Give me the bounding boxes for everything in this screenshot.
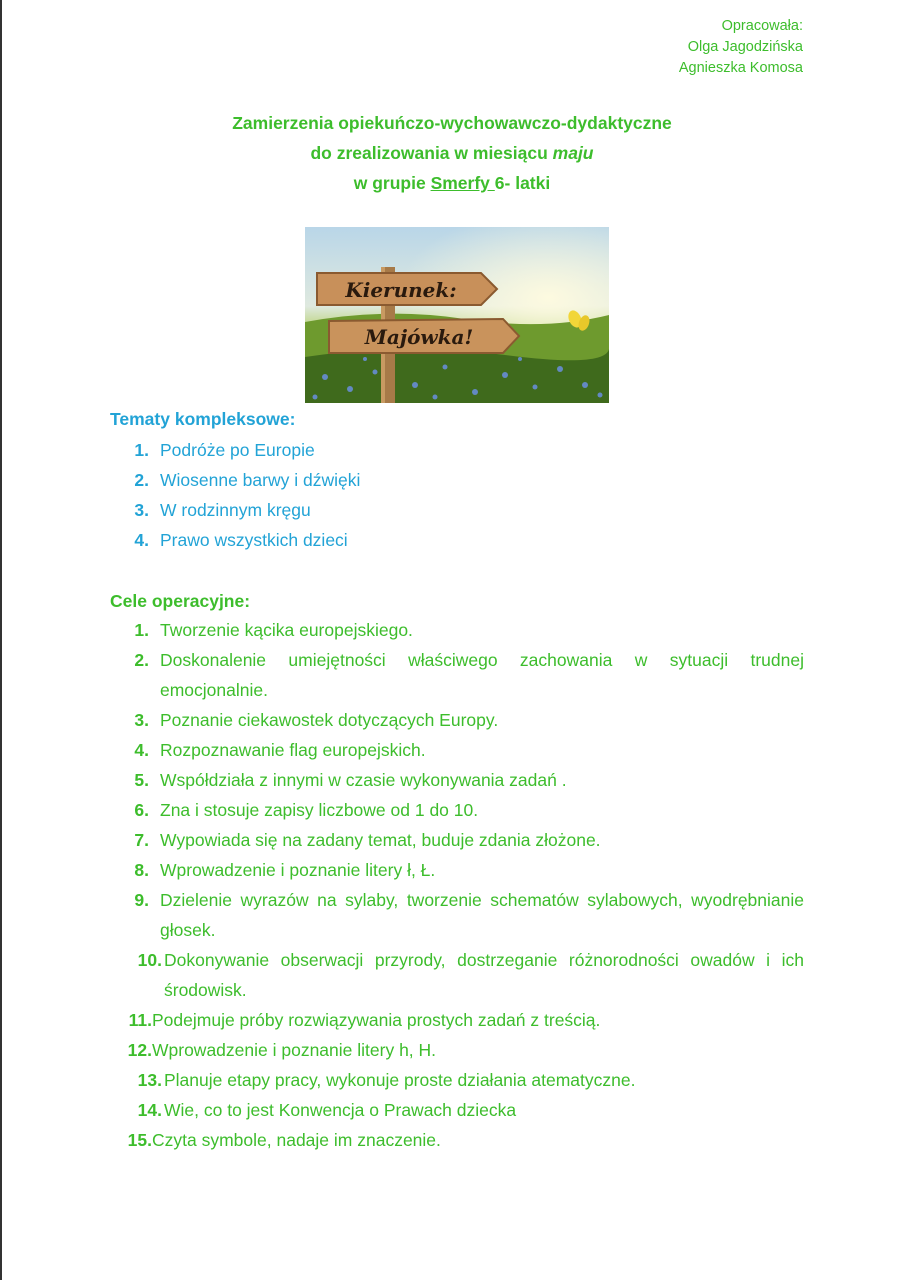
list-item <box>110 465 804 495</box>
list-item <box>110 825 804 855</box>
topics-heading: Tematy kompleksowe: <box>110 409 296 429</box>
list-item <box>110 1065 804 1095</box>
list-item <box>110 1095 804 1125</box>
list-number: 10. <box>137 950 162 970</box>
list-number: 3. <box>134 500 149 520</box>
list-item <box>110 885 804 945</box>
list-item <box>110 855 804 885</box>
authors-label: Opracowała: <box>721 18 803 34</box>
list-item <box>110 765 804 795</box>
title-line <box>0 168 904 198</box>
document-title <box>0 108 904 198</box>
authors-block <box>679 16 803 79</box>
list-number: 2. <box>134 650 149 670</box>
list-item <box>110 1035 804 1065</box>
goals-heading: Cele operacyjne: <box>110 591 251 611</box>
title-text: 6- latki <box>494 173 551 193</box>
list-item <box>110 705 804 735</box>
sign-text: Kierunek: <box>345 278 457 302</box>
goals-list <box>110 615 804 1155</box>
list-item <box>110 1005 804 1035</box>
list-text: Tworzenie kącika europejskiego. <box>160 620 413 640</box>
list-text: Rozpoznawanie flag europejskich. <box>160 740 426 760</box>
list-item <box>110 735 804 765</box>
author-name: Agnieszka Komosa <box>678 60 803 76</box>
list-number: 1. <box>134 440 149 460</box>
list-text: Czyta symbole, nadaje im znaczenie. <box>152 1130 441 1150</box>
list-number: 8. <box>134 860 149 880</box>
list-number: 9. <box>134 890 149 910</box>
list-number: 12. <box>127 1040 152 1060</box>
list-text: W rodzinnym kręgu <box>160 500 311 520</box>
list-number: 7. <box>134 830 149 850</box>
list-item <box>110 525 804 555</box>
group-name: Smerfy <box>430 173 495 193</box>
list-item <box>110 495 804 525</box>
list-text: Dokonywanie obserwacji przyrody, dostrzeganie różnorodności owadów i ich środowisk. <box>164 950 804 1000</box>
list-text: Wprowadzenie i poznanie litery h, H. <box>152 1040 437 1060</box>
list-item <box>110 945 804 1005</box>
list-number: 6. <box>134 800 149 820</box>
month-name: maju <box>552 143 594 163</box>
author-name: Olga Jagodzińska <box>687 39 803 55</box>
list-text: Zna i stosuje zapisy liczbowe od 1 do 10. <box>160 800 479 820</box>
list-item <box>110 435 804 465</box>
title-text: w grupie <box>353 173 431 193</box>
list-number: 3. <box>134 710 149 730</box>
list-text: Podejmuje próby rozwiązywania prostych zadań z treścią. <box>152 1010 601 1030</box>
list-number: 15. <box>127 1130 152 1150</box>
list-number: 13. <box>137 1070 162 1090</box>
list-number: 4. <box>134 740 149 760</box>
list-item <box>110 645 804 705</box>
title-text: do zrealizowania w miesiącu <box>310 143 553 163</box>
list-item <box>110 795 804 825</box>
list-text: Wprowadzenie i poznanie litery ł, Ł. <box>160 860 436 880</box>
list-text: Współdziała z innymi w czasie wykonywania zadań . <box>160 770 567 790</box>
list-text: Podróże po Europie <box>160 440 315 460</box>
sign-text: Majówka! <box>364 325 474 349</box>
list-number: 2. <box>134 470 149 490</box>
list-number: 4. <box>134 530 149 550</box>
list-number: 1. <box>134 620 149 640</box>
list-text: Poznanie ciekawostek dotyczących Europy. <box>160 710 499 730</box>
list-text: Planuje etapy pracy, wykonuje proste działania atematyczne. <box>164 1070 636 1090</box>
list-text: Wiosenne barwy i dźwięki <box>160 470 361 490</box>
list-text: Dzielenie wyrazów na sylaby, tworzenie schematów sylabowych, wyodrębnianie głosek. <box>160 890 804 940</box>
list-text: Doskonalenie umiejętności właściwego zachowania w sytuacji trudnej emocjonalnie. <box>160 650 804 700</box>
list-text: Prawo wszystkich dzieci <box>160 530 348 550</box>
list-item <box>110 1125 804 1155</box>
list-number: 5. <box>134 770 149 790</box>
list-number: 14. <box>137 1100 162 1120</box>
title-line <box>0 138 904 168</box>
list-text: Wie, co to jest Konwencja o Prawach dziecka <box>164 1100 517 1120</box>
list-number: 11. <box>128 1010 152 1030</box>
list-item <box>110 615 804 645</box>
title-line: Zamierzenia opiekuńczo-wychowawczo-dydaktyczne <box>232 113 672 133</box>
topics-list <box>110 435 804 555</box>
signpost-picture <box>305 227 609 403</box>
list-text: Wypowiada się na zadany temat, buduje zdania złożone. <box>160 830 601 850</box>
